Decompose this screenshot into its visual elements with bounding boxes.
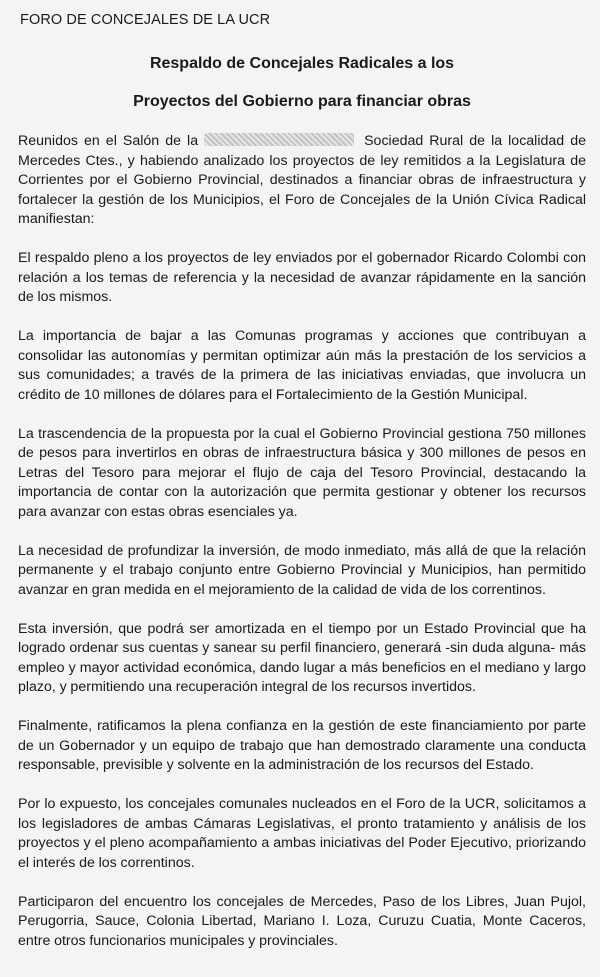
paragraph-1-rest: Sociedad Rural de la localidad de Mercedes Ctes., y habiendo analizado los proyectos de ley remitidos a la Legislatura de Corrientes por el Gobierno Provincial, destinados a financiar obras de infraestructura y fortalecer la gestión de los Municipios, el Foro de Concejales de la Unión Cívica Radical manifiestan: (18, 133, 586, 227)
paragraph-4: La trascendencia de la propuesta por la cual el Gobierno Provincial gestiona 750 millones de pesos para invertirlos en obras de infraestructura básica y 300 millones de pesos en Letras del Tesoro para mejorar el flujo de caja del Tesoro Provincial, destacando la importancia de contar con la autorización que permita gestionar y obtener los recursos para avanzar con estas obras esenciales ya. (18, 425, 586, 520)
document-header: FORO DE CONCEJALES DE LA UCR (20, 12, 271, 28)
paragraph-2: El respaldo pleno a los proyectos de ley enviados por el gobernador Ricardo Colombi con relación a los temas de referencia y la necesidad de avanzar rápidamente en la sanción de los mismos. (18, 250, 586, 305)
redacted-name-mark (204, 133, 354, 146)
paragraph-8: Por lo expuesto, los concejales comunales nucleados en el Foro de la UCR, solicitamos a los legisladores de ambas Cámaras Legislativas, el pronto tratamiento y análisis de los proyectos y el pleno acompañamiento a ambas iniciativas del Poder Ejecutivo, priorizando el interés de los correntinos. (18, 796, 586, 871)
paragraph-1 (18, 132, 586, 230)
paragraph-9: Participaron del encuentro los concejales de Mercedes, Paso de los Libres, Juan Pujol, Perugorria, Sauce, Colonia Libertad, Mariano I. Loza, Curuzu Cuatia, Monte Caceros, entre otros funcionarios municipales y provinciales. (18, 893, 586, 949)
paragraph-6: Esta inversión, que podrá ser amortizada en el tiempo por un Estado Provincial que ha logrado ordenar sus cuentas y sanear su perfil financiero, generará -sin duda alguna- más empleo y mayor actividad económica, dando lugar a más beneficios en el mediano y largo plazo, y permitiendo una recuperación integral de los recursos invertidos. (18, 620, 586, 695)
paragraph-7: Finalmente, ratificamos la plena confianza en la gestión de este financiamiento por parte de un Gobernador y un equipo de trabajo que han demostrado claramente una conducta responsable, previsible y solvente en la administración de los recursos del Estado. (18, 718, 586, 773)
paragraph-3: La importancia de bajar a las Comunas programas y acciones que contribuyan a consolidar las autonomías y permitan optimizar aún más la prestación de los servicios a sus comunidades; a través de la primera de las iniciativas enviadas, que involucra un crédito de 10 millones de dólares para el Fortalecimiento de la Gestión Municipal. (18, 328, 586, 403)
document-title-line-1: Respaldo de Concejales Radicales a los (149, 55, 455, 72)
paragraph-1-start: Reunidos en el Salón de la (18, 133, 199, 149)
paragraph-5: La necesidad de profundizar la inversión, de modo inmediato, más allá de que la relación permanente y el trabajo conjunto entre Gobierno Provincial y Municipios, han permitido avanzar en gran medida en el mejoramiento de la calidad de vida de los correntinos. (18, 542, 586, 598)
document-body (18, 132, 586, 951)
document-title-line-2: Proyectos del Gobierno para financiar obras (133, 93, 471, 110)
